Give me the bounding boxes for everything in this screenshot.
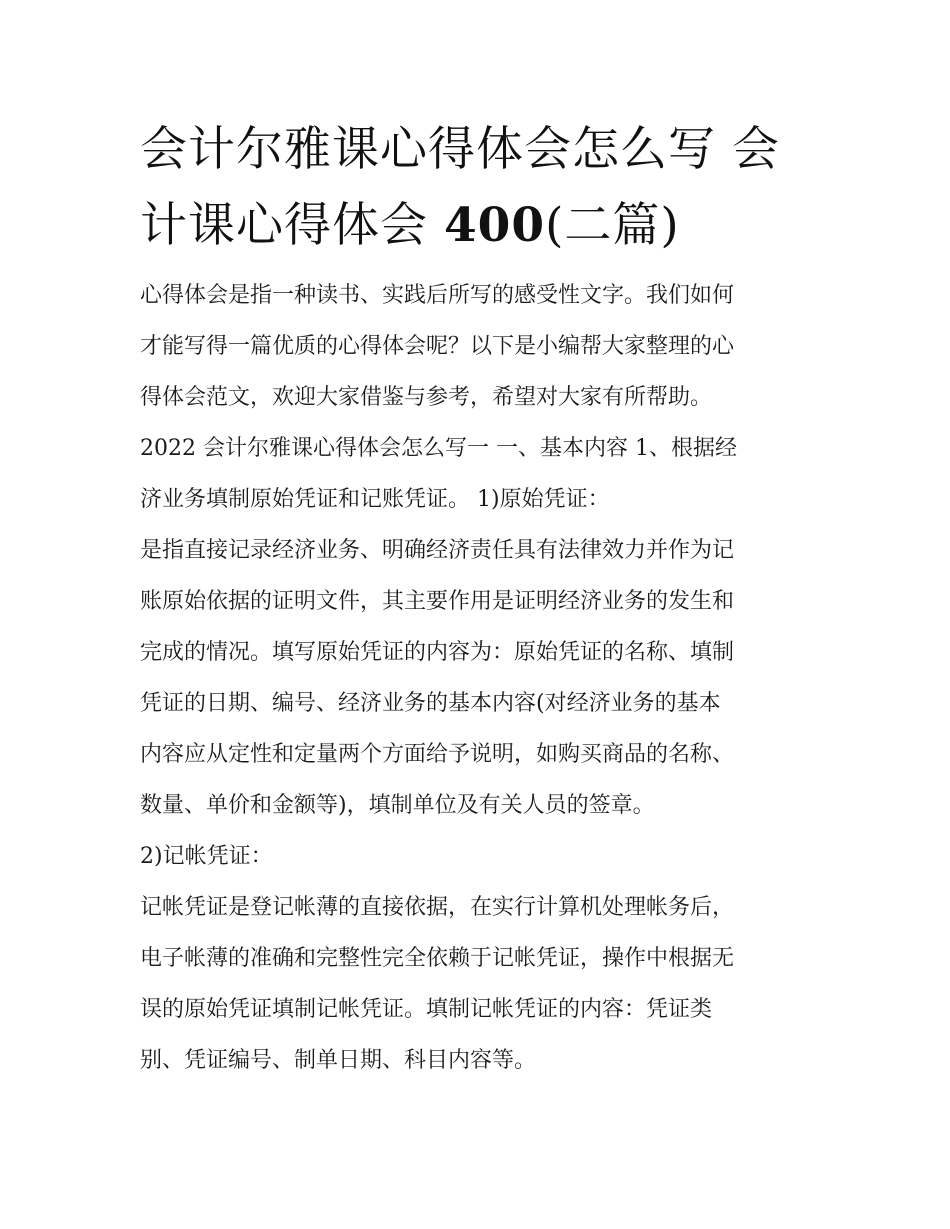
title-number: 400 (443, 198, 546, 253)
body-line: 2022 会计尔雅课心得体会怎么写一 一、基本内容 1、根据经 (140, 436, 737, 461)
body-line: 凭证的日期、编号、经济业务的基本内容(对经济业务的基本 (140, 691, 721, 716)
body-line: 济业务填制原始凭证和记账凭证。 1)原始凭证： (140, 487, 610, 512)
title-line-1: 会计尔雅课心得体会怎么写 会 (140, 122, 780, 177)
body-line: 完成的情况。填写原始凭证的内容为：原始凭证的名称、填制 (140, 640, 735, 665)
body-line: 2)记帐凭证： (140, 844, 273, 869)
body-line: 内容应从定性和定量两个方面给予说明，如购买商品的名称、 (140, 742, 735, 767)
title-line-2 (140, 188, 820, 264)
body-line: 心得体会是指一种读书、实践后所写的感受性文字。我们如何 (140, 283, 735, 308)
title-suffix: (二篇) (545, 198, 680, 253)
body-line: 记帐凭证是登记帐薄的直接依据，在实行计算机处理帐务后， (140, 895, 735, 920)
document-body (140, 270, 820, 1086)
body-line: 才能写得一篇优质的心得体会呢？以下是小编帮大家整理的心 (140, 334, 735, 359)
body-line: 是指直接记录经济业务、明确经济责任具有法律效力并作为记 (140, 538, 735, 563)
body-line: 得体会范文，欢迎大家借鉴与参考，希望对大家有所帮助。 (140, 385, 713, 410)
body-line: 账原始依据的证明文件，其主要作用是证明经济业务的发生和 (140, 589, 735, 614)
body-line: 电子帐薄的准确和完整性完全依赖于记帐凭证，操作中根据无 (140, 946, 735, 971)
body-line: 别、凭证编号、制单日期、科目内容等。 (140, 1048, 537, 1073)
document-title (140, 112, 820, 264)
body-line: 数量、单价和金额等)，填制单位及有关人员的签章。 (140, 793, 655, 818)
title-line-2-text: 计课心得体会 (140, 198, 428, 253)
body-line: 误的原始凭证填制记帐凭证。填制记帐凭证的内容：凭证类 (140, 997, 713, 1022)
